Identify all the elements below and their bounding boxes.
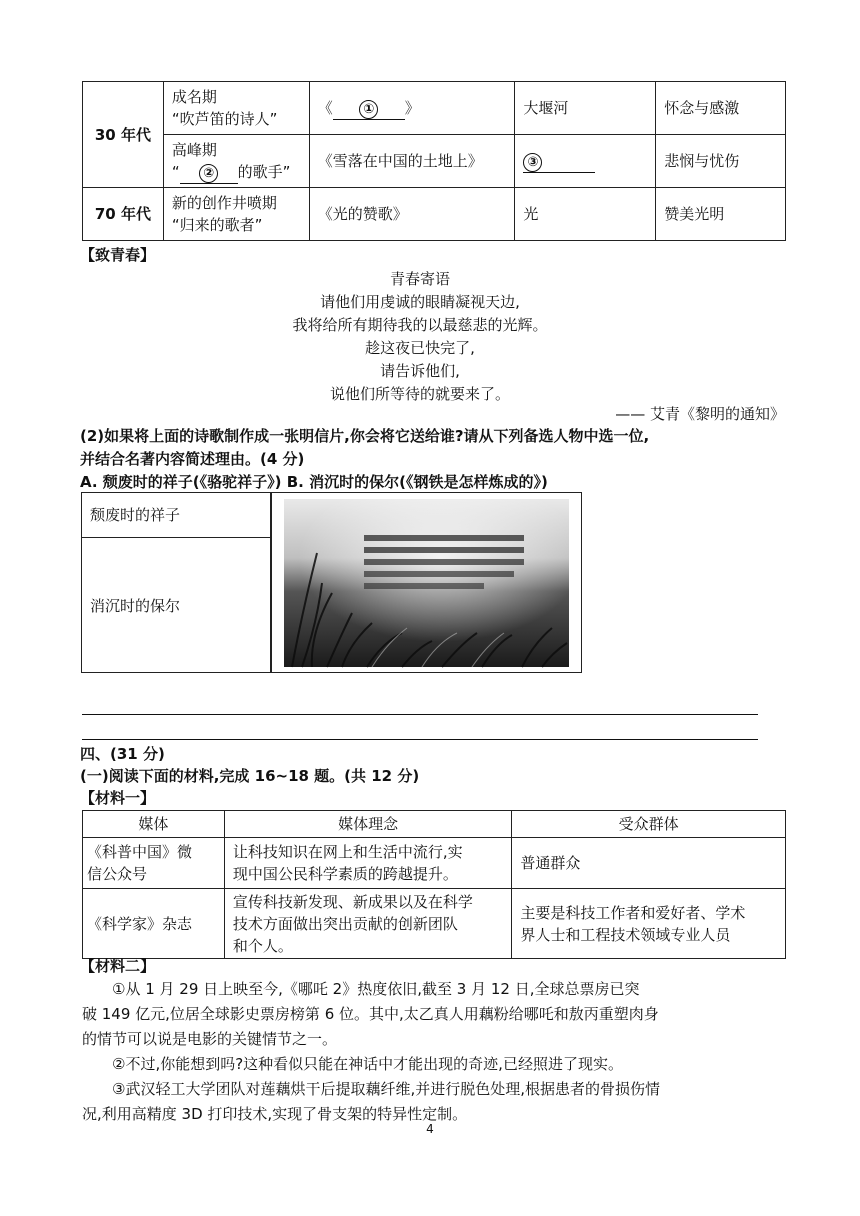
media-table (82, 810, 786, 959)
work-cell: 《雪落在中国的土地上》 (309, 135, 515, 188)
stage-label: 新的创作井喷期 (171, 194, 277, 212)
poem (82, 268, 758, 406)
era-cell: 30 年代 (83, 82, 164, 188)
postcard-photo (272, 493, 581, 672)
material-1-label: 【材料一】 (80, 789, 156, 807)
poem-line: 请告诉他们, (380, 362, 460, 380)
stage-cell (163, 135, 309, 188)
blank-number-1: ① (359, 100, 378, 119)
paragraph-3: ③武汉轻工大学团队对莲藕烘干后提取藕纤维,并进行脱色处理,根据患者的骨损伤情 (112, 1080, 660, 1098)
book-mark-close: 》 (404, 98, 420, 117)
fill-blank-2[interactable] (180, 161, 238, 184)
poem-line: 说他们所等待的就要来了。 (329, 385, 510, 403)
section-heading: 四、(31 分) (80, 745, 165, 763)
blank-number-2: ② (199, 164, 218, 183)
audience-cell: 主要是科技工作者和爱好者、学术 界人士和工程技术领域专业人员 (512, 889, 786, 959)
work-cell: 《光的赞歌》 (309, 188, 515, 241)
material-2-label: 【材料二】 (80, 957, 156, 975)
paragraph-2: ②不过,你能想到吗?这种看似只能在神话中才能出现的奇迹,已经照进了现实。 (112, 1055, 623, 1073)
postcard-image-frame (271, 492, 582, 673)
poem-line: 请他们用虔诚的眼睛凝视天边, (320, 293, 520, 311)
stage-label: 成名期 (171, 88, 217, 106)
paragraph-1: ①从 1 月 29 日上映至今,《哪吒 2》热度依旧,截至 3 月 12 日,全球总票房已突 (112, 980, 640, 998)
header-media: 媒体 (83, 811, 225, 838)
choice-b[interactable]: 消沉时的保尔 (90, 597, 181, 615)
poet-table (82, 81, 786, 241)
paragraph-1-cont: 破 149 亿元,位居全球影史票房榜第 6 位。其中,太乙真人用藕粉给哪吒和敖丙重塑肉身 (82, 1005, 659, 1023)
poem-source: —— 艾青《黎明的通知》 (615, 405, 785, 423)
emotion-cell: 怀念与感激 (656, 82, 786, 135)
answer-line[interactable] (82, 714, 758, 715)
media-cell: 《科普中国》微 信公众号 (83, 838, 225, 889)
audience-cell: 普通群众 (512, 838, 786, 889)
header-audience: 受众群体 (512, 811, 786, 838)
poem-line: 我将给所有期待我的以最慈悲的光辉。 (292, 316, 548, 334)
choice-box (81, 492, 271, 673)
era-cell: 70 年代 (83, 188, 164, 241)
poet-title: “ ② 的歌手” (172, 161, 301, 184)
question-options: A. 颓废时的祥子(《骆驼祥子》) B. 消沉时的保尔(《钢铁是怎样炼成的》) (80, 473, 548, 491)
emotion-cell: 悲悯与忧伤 (656, 135, 786, 188)
fill-blank-3[interactable] (523, 150, 595, 173)
work-cell (309, 82, 515, 135)
paragraph-3-cont: 况,利用高精度 3D 打印技术,实现了骨支架的特异性定制。 (82, 1105, 468, 1123)
poet-title: “吹芦笛的诗人” (171, 110, 278, 128)
stage-cell (163, 82, 309, 135)
poem-line: 趁这夜已快完了, (365, 339, 475, 357)
book-mark-open: 《 (317, 98, 333, 117)
answer-line[interactable] (82, 739, 758, 740)
section-intro: (一)阅读下面的材料,完成 16~18 题。(共 12 分) (80, 767, 420, 785)
question-2 (80, 425, 780, 494)
emotion-cell: 赞美光明 (656, 188, 786, 241)
page-number: 4 (426, 1122, 434, 1136)
material-2-text (82, 977, 786, 1127)
media-cell: 《科学家》杂志 (83, 889, 225, 959)
choice-a[interactable]: 颓废时的祥子 (82, 493, 270, 538)
paragraph-1-cont: 的情节可以说是电影的关键情节之一。 (82, 1030, 338, 1048)
stage-cell (163, 188, 309, 241)
stage-label: 高峰期 (171, 140, 217, 159)
image-cell: 光 (515, 188, 656, 241)
poet-title: “归来的歌者” (171, 216, 263, 234)
header-idea: 媒体理念 (224, 811, 512, 838)
idea-cell: 让科技知识在网上和生活中流行,实 现中国公民科学素质的跨越提升。 (224, 838, 512, 889)
poem-title: 青春寄语 (389, 270, 450, 288)
question-text: (2)如果将上面的诗歌制作成一张明信片,你会将它送给谁?请从下列备选人物中选一位, (80, 427, 650, 445)
blank-number-3: ③ (523, 153, 542, 172)
idea-cell: 宣传科技新发现、新成果以及在科学 技术方面做出突出贡献的创新团队 和个人。 (224, 889, 512, 959)
image-cell: 大堰河 (515, 82, 656, 135)
fill-blank-1[interactable] (333, 97, 405, 120)
image-cell (515, 135, 656, 188)
question-text: 并结合名著内容简述理由。(4 分) (80, 450, 305, 468)
youth-header: 【致青春】 (80, 246, 156, 264)
